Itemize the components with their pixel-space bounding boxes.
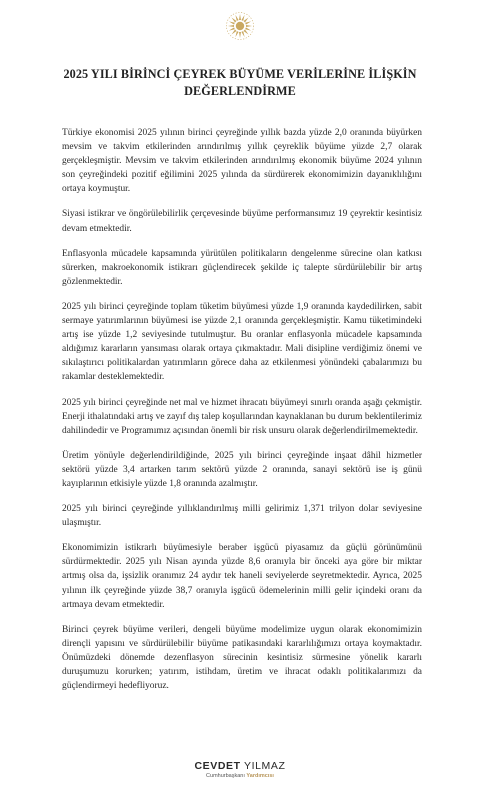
- title-line-1: 2025 YILI BİRİNCİ ÇEYREK BÜYÜME VERİLERİNE İLİŞKİN: [63, 67, 417, 81]
- seal-ray: [239, 32, 241, 38]
- seal-ray: [229, 27, 235, 31]
- document-body: [62, 126, 422, 704]
- paragraph: 2025 yılı birinci çeyreğinde net mal ve hizmet ihracatı büyümeyi sınırlı oranda aşağı çekmiştir. Enerji ithalatındaki artış ve zayıf dış talep koşullarından kaynaklanan bu durum beklentilerimiz dahilindedir ve Programımız açısından önemli bir risk unsuru olarak değerlendirilmemektedir.: [62, 397, 422, 436]
- signature-role: [0, 773, 480, 779]
- seal-ray: [234, 31, 238, 37]
- seal-ray: [241, 15, 245, 21]
- seal-ray: [229, 20, 235, 24]
- signature-name: [0, 760, 480, 772]
- title-line-2: DEĞERLENDİRME: [184, 84, 296, 98]
- signature-first-name: CEVDET: [194, 760, 241, 772]
- paragraph: Üretim yönüyle değerlendirildiğinde, 2025 yılı birinci çeyreğinde inşaat dâhil hizmetler sektörü yüzde 3,4 artarken tarım sektörü yüzde 2 oranında, sanayi sektörü ise iş günü kayıplarının etkisiyle yüzde 1,8 oranında azalmıştır.: [62, 450, 422, 489]
- signature-role-prefix: Cumhurbaşkanı: [206, 773, 245, 779]
- document-title: [40, 66, 440, 100]
- seal-ray: [231, 17, 237, 23]
- paragraph: Ekonomimizin istikrarlı büyümesiyle beraber işgücü piyasamız da güçlü görünümünü sürdürmektedir. 2025 yılı Nisan ayında yüzde 8,6 oranıyla bir önceki aya göre bir miktar artmış olsa da, işsizlik oranımız 24 aydır tek haneli seviyelerde seyretmektedir. Ayrıca, 2025 yılının ilk çeyreğinde yüzde 38,7 oranıyla işgücü ödemelerinin milli gelir içindeki oranı da artmaya devam etmektedir.: [62, 543, 422, 610]
- seal-ray: [234, 15, 238, 21]
- paragraph: 2025 yılı birinci çeyreğinde toplam tüketim büyümesi yüzde 1,9 oranında kaydedilirken, sabit sermaye yatırımlarının büyümesi ise yüzde 2,1 oranında gerçekleşmiştir. Kamu tüketimindeki artış ise yüzde 1,2 seviyesinde tutulmuştur. Bu oranlar enflasyonla mücadele kapsamında aldığımız kararların yansıması olarak ortaya çıkmaktadır. Mali disipline verdiğimiz önemi ve sıkılaştırıcı politikalardan yatırımların görece daha az etkilenmesi yönündeki çabalarımızı bu rakamlar desteklemektedir.: [62, 301, 422, 383]
- paragraph: Birinci çeyrek büyüme verileri, dengeli büyüme modelimize uygun olarak ekonomimizin dirençli yapısını ve sürdürülebilir büyüme patikasındaki kararlılığımızı ortaya koymaktadır. Önümüzdeki dönemde dezenflasyon sürecinin kesintisiz sürmesine yönelik kararlı duruşumuzu korurken; yatırım, istihdam, üretim ve ihracat odaklı politikalarımızı da güçlendirmeyi hedefliyoruz.: [62, 624, 422, 692]
- paragraph: Siyasi istikrar ve öngörülebilirlik çerçevesinde büyüme performansımız 19 çeyrektir kesintisiz devam etmektedir.: [62, 209, 422, 234]
- paragraph: 2025 yılı birinci çeyreğinde yıllıklandırılmış milli gelirimiz 1,371 trilyon dolar seviyesine ulaşmıştır.: [62, 504, 422, 529]
- seal-ray: [228, 25, 234, 27]
- paragraph: Enflasyonla mücadele kapsamında yürütülen politikaların dengelenme sürecine olan katkısı sürerken, makroekonomik istikrarı güçlendirecek şekilde iç talepte sürdürülebilir bir artış gözlenmektedir.: [62, 248, 422, 287]
- seal-ray: [239, 14, 241, 20]
- seal-ray: [246, 25, 252, 27]
- presidential-seal-icon: [224, 10, 256, 42]
- paragraph: Türkiye ekonomisi 2025 yılının birinci çeyreğinde yıllık bazda yüzde 2,0 oranında büyürken mevsim ve takvim etkilerinden arındırılmış yıllık çeyreklik büyüme yüzde 2,7 olarak gerçekleşmiştir. Mevsim ve takvim etkilerinden arındırılmış ekonomik büyüme 2024 yılının son çeyreğindeki pozitif eğilimini 2025 yılında da sürdürerek ekonomimizin dayanıklılığını ortaya koymuştur.: [62, 128, 422, 195]
- seal-ray: [241, 31, 245, 37]
- seal-ray: [244, 17, 250, 23]
- seal-ray: [231, 30, 237, 36]
- seal-ray: [245, 27, 251, 31]
- seal-ray: [245, 20, 251, 24]
- seal-ray: [244, 30, 250, 36]
- signature-last-name: YILMAZ: [244, 760, 286, 772]
- signature-block: [0, 760, 480, 779]
- signature-role-accent: Yardımcısı: [246, 773, 274, 779]
